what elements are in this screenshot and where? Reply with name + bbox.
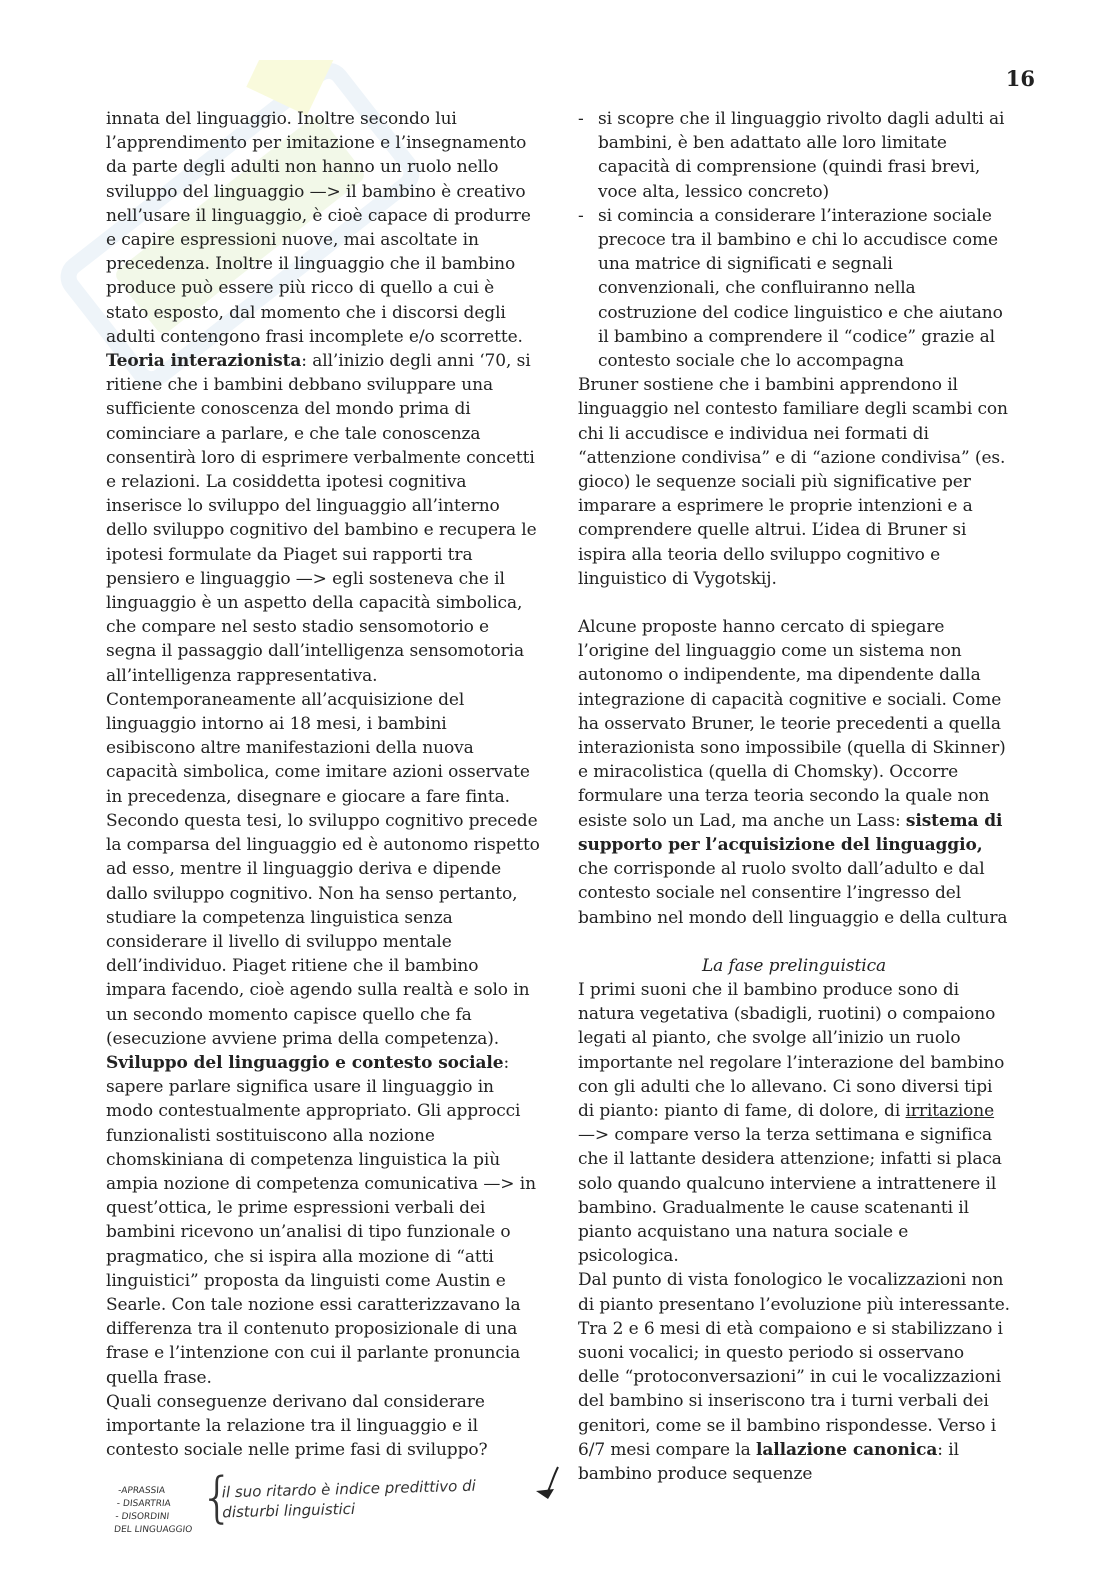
- underlined-term: irritazione: [905, 1100, 995, 1121]
- page-number: 16: [1005, 66, 1035, 91]
- paragraph-text: I primi suoni che il bambino produce sono di natura vegetativa (sbadigli, ruotini) o compaiono legati al pianto, che svolge all’inizio un ruolo importante nel regolare l’interazione del bambino con gli adulti che lo allevano. Ci sono diversi tipi di pianto: pianto di fame, di dolore, di: [578, 979, 1005, 1121]
- paragraph-question: Quali conseguenze derivano dal considerare importante la relazione tra il linguaggio e il contesto sociale nelle prime fasi di sviluppo?: [106, 1391, 488, 1461]
- section-heading: La fase prelinguistica: [701, 955, 887, 976]
- bold-term: lallazione canonica: [755, 1439, 938, 1460]
- bullet-mark: -: [578, 205, 584, 226]
- paragraph-contesto-sociale: [106, 1051, 540, 1390]
- brace-mark: {: [200, 1466, 235, 1529]
- list-item: [578, 204, 1010, 373]
- right-column: [578, 107, 1010, 1486]
- paragraph-bruner: Bruner sostiene che i bambini apprendono il linguaggio nel contesto familiare degli scambi con chi li accudisce e individua nei formati di “attenzione condivisa” e di “azione condivisa” (es. gioco) le sequenze sociali più significative per imparare a esprimere le proprie intenzioni e a comprendere quelle altrui. L’idea di Bruner si ispira alla teoria dello sviluppo cognitivo e linguistico di Vygotskij.: [578, 375, 1008, 589]
- handwritten-list: [113, 1485, 197, 1537]
- left-column: [106, 107, 540, 1462]
- paragraph-text: Alcune proposte hanno cercato di spiegare l’origine del linguaggio come un sistema non autonomo o indipendente, ma dipendente dalla integrazione di capacità cognitive e sociali. Come ha osservato Bruner, le teorie precedenti a quella interazionista sono impossibile (quella di Skinner) e miracolistica (quella di Chomsky). Occorre formulare una terza teoria secondo la quale non esiste solo un Lad, ma anche un Lass:: [578, 617, 1006, 831]
- paragraph-text: : sapere parlare significa usare il linguaggio in modo contestualmente appropriato. Gli approcci funzionalisti sostituiscono alla nozione chomskiniana di competenza linguistica la più ampia nozione di competenza comunicativa —> in quest’ottica, le prime espressioni verbali dei bambini ricevono un’analisi di tipo funzionale o pragmatico, che si ispira alla mozione di “atti linguistici” proposta da linguisti come Austin e Searle. Con tale nozione essi caratterizzavano la differenza tra il contenuto proposizionale di una frase e l’intenzione con cui il parlante pronuncia quella frase.: [106, 1052, 536, 1388]
- handwritten-line: disturbi linguistici: [222, 1499, 356, 1522]
- paragraph-text: : all’inizio degli anni ‘70, si ritiene che i bambini debbano sviluppare una sufficiente conoscenza del mondo prima di cominciare a parlare, e che tale conoscenza consentirà loro di esprimere verbalmente concetti e relazioni. La cosiddetta ipotesi cognitiva inserisce lo sviluppo del linguaggio all’interno dello sviluppo cognitivo del bambino e recupera le ipotesi formulate da Piaget sui rapporti tra pensiero e linguaggio —> egli sosteneva che il linguaggio è un aspetto della capacità simbolica, che compare nel sesto stadio sensomotorio e segna il passaggio dall’intelligenza sensomotoria all’intelligenza rappresentativa.: [106, 351, 537, 686]
- bold-term: sistema di supporto per l’acquisizione del linguaggio,: [578, 810, 1003, 855]
- handwritten-line: il suo ritardo è indice predittivo di: [221, 1476, 476, 1502]
- handwritten-list-item: DEL LINGUAGGIO: [113, 1525, 193, 1535]
- paragraph-text: —> compare verso la terza settimana e significa che il lattante desidera attenzione; infatti si placa solo quando qualcuno interviene a intrattenere il bambino. Gradualmente le cause scatenanti il pianto acquistano una natura sociale e psicologica.: [578, 1125, 1002, 1267]
- list-item: [578, 107, 1010, 204]
- paragraph-fase: [578, 978, 1010, 1268]
- paragraph: innata del linguaggio. Inoltre secondo lui l’apprendimento per imitazione e l’insegnamento da parte degli adulti non hanno un ruolo nello sviluppo del linguaggio —> il bambino è creativo nell’usare il linguaggio, è cioè capace di produrre e capire espressioni nuove, mai ascoltate in precedenza. Inoltre il linguaggio che il bambino produce può essere più ricco di quello a cui è stato esposto, dal momento che i discorsi degli adulti contengono frasi incomplete e/o scorrette.: [106, 109, 531, 347]
- paragraph-text: che corrisponde al ruolo svolto dall’adulto e dal contesto sociale nel consentire l’ingresso del bambino nel mondo dell linguaggio e della cultura: [578, 859, 1008, 928]
- paragraph: Contemporaneamente all’acquisizione del linguaggio intorno ai 18 mesi, i bambini esibiscono altre manifestazioni della nuova capacità simbolica, come imitare azioni osservate in precedenza, disegnare e giocare a fare finta. Secondo questa tesi, lo sviluppo cognitivo precede la comparsa del linguaggio ed è autonomo rispetto ad esso, mentre il linguaggio deriva e dipende dallo sviluppo cognitivo. Non ha senso pertanto, studiare la competenza linguistica senza considerare il livello di sviluppo mentale dell’individuo. Piaget ritiene che il bambino impara facendo, cioè agendo sulla realtà e solo in un secondo momento capisce quello che fa (esecuzione avviene prima della competenza).: [106, 689, 540, 1049]
- paragraph-fonologico: [578, 1268, 1010, 1486]
- handwritten-list-item: -APRASSIA: [117, 1486, 166, 1496]
- bullet-mark: -: [578, 109, 584, 129]
- handwritten-list-item: - DISORDINI: [114, 1512, 170, 1522]
- paragraph-proposte: [578, 615, 1010, 930]
- paragraph-text: : il bambino produce sequenze: [578, 1439, 959, 1484]
- handwritten-notes: [110, 1465, 570, 1565]
- handwritten-annotation: [222, 1476, 477, 1523]
- paragraph-teoria-interazionista: [106, 349, 540, 688]
- bold-term: Sviluppo del linguaggio e contesto sociale: [106, 1052, 504, 1073]
- list-item-text: si comincia a considerare l’interazione sociale precoce tra il bambino e chi lo accudisce come una matrice di significati e segnali convenzionali, che confluiranno nella costruzione del codice linguistico e che aiutano il bambino a comprendere il “codice” grazie al contesto sociale che lo accompagna: [598, 205, 1003, 372]
- handwritten-list-item: - DISARTRIA: [116, 1499, 172, 1509]
- list-item-text: si scopre che il linguaggio rivolto dagli adulti ai bambini, è ben adattato alle loro limitate capacità di comprensione (quindi frasi brevi, voce alta, lessico concreto): [598, 109, 1005, 202]
- paragraph-text: Dal punto di vista fonologico le vocalizzazioni non di pianto presentano l’evoluzione più interessante. Tra 2 e 6 mesi di età compaiono e si stabilizzano i suoni vocalici; in questo periodo si osservano delle “protoconversazioni” in cui le vocalizzazioni del bambino si inseriscono tra i turni verbali dei genitori, come se il bambino rispondesse. Verso i 6/7 mesi compare la: [578, 1270, 1010, 1460]
- bold-term: Teoria interazionista: [106, 351, 302, 372]
- arrow-icon: [528, 1465, 568, 1505]
